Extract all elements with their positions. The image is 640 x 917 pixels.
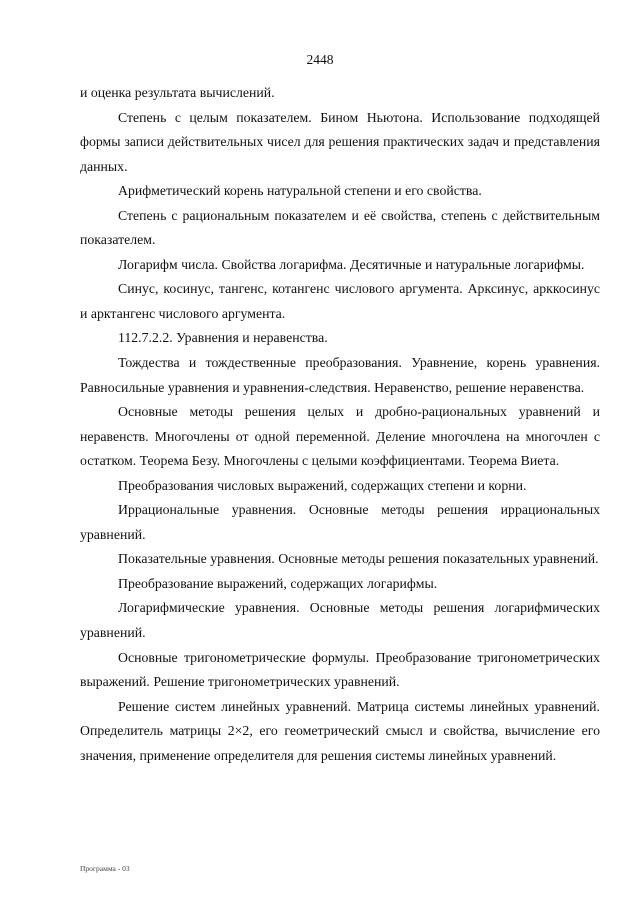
paragraph: Арифметический корень натуральной степени и его свойства.	[118, 183, 482, 199]
paragraph: Показательные уравнения. Основные методы решения показательных уравнений.	[118, 551, 599, 567]
paragraph: Основные тригонометрические формулы. Преобразование тригонометрических выражений. Решение тригонометрических уравнений.	[80, 649, 600, 690]
page-footer: Программа - 03	[80, 864, 130, 873]
paragraph: Тождества и тождественные преобразования. Уравнение, корень уравнения. Равносильные уравнения и уравнения-следствия. Неравенство, решение неравенства.	[80, 355, 600, 395]
section-heading: 112.7.2.2. Уравнения и неравенства.	[118, 330, 328, 346]
paragraph: Преобразование выражений, содержащих логарифмы.	[118, 575, 438, 591]
paragraph: Логарифмические уравнения. Основные методы решения логарифмических уравнений.	[80, 600, 600, 641]
paragraph: и оценка результата вычислений.	[80, 85, 275, 100]
paragraph: Синус, косинус, тангенс, котангенс числового аргумента. Арксинус, арккосинус и арктангенс числового аргумента.	[80, 281, 600, 321]
body-text	[80, 81, 600, 768]
paragraph: Степень с рациональным показателем и её свойства, степень с действительным показателем.	[80, 207, 600, 248]
paragraph: Решение систем линейных уравнений. Матрица системы линейных уравнений. Определитель матрицы 2×2, его геометрический смысл и свойства, вычисление его значения, применение определителя для решения системы линейных уравнений.	[80, 698, 600, 763]
paragraph: Преобразования числовых выражений, содержащих степени и корни.	[118, 477, 527, 493]
paragraph: Основные методы решения целых и дробно-рациональных уравнений и неравенств. Многочлены от одной переменной. Деление многочлена на многочлен с остатком. Теорема Безу. Многочлены с целыми коэффициентами. Теорема Виета.	[80, 404, 600, 469]
paragraph: Степень с целым показателем. Бином Ньютона. Использование подходящей формы записи действительных чисел для решения практических задач и представления данных.	[80, 109, 600, 174]
paragraph: Иррациональные уравнения. Основные методы решения иррациональных уравнений.	[80, 502, 600, 542]
paragraph: Логарифм числа. Свойства логарифма. Десятичные и натуральные логарифмы.	[118, 256, 585, 272]
page-number: 2448	[306, 52, 334, 67]
